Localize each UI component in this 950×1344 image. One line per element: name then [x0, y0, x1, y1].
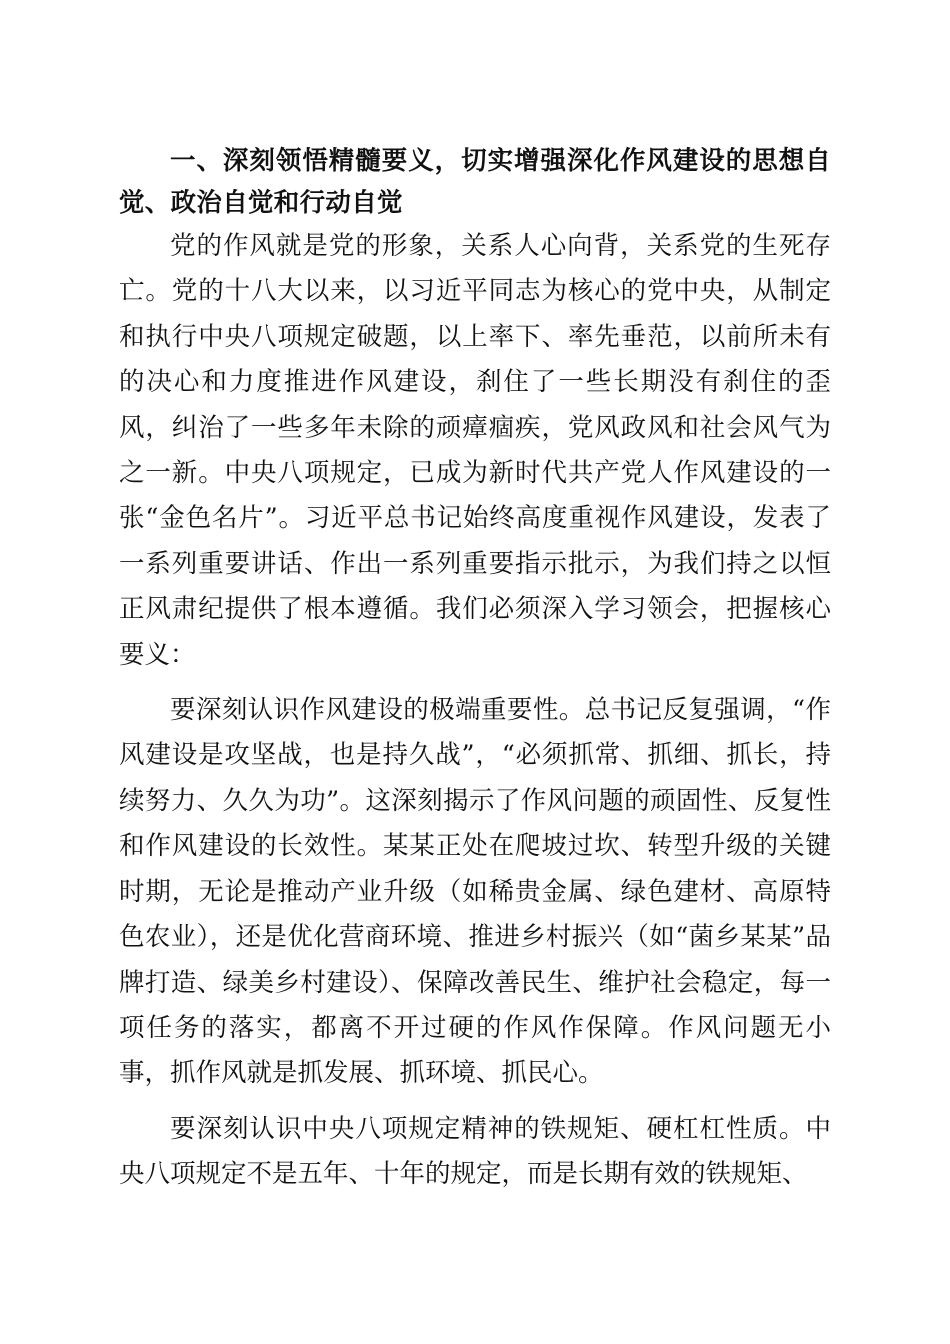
paragraph-style-building-importance: 要深刻认识作风建设的极端重要性。总书记反复强调，“作风建设是攻坚战，也是持久战”，“必须抓常、抓细、抓长，持续努力、久久为功”。这深刻揭示了作风问题的顽固性、反复性和作风建设的长效性。某某正处在爬坡过坎、转型升级的关键时期，无论是推动产业升级（如稀贵金属、绿色建材、高原特色农业），还是优化营商环境、推进乡村振兴（如“菌乡某某”品牌打造、绿美乡村建设）、保障改善民生、维护社会稳定，每一项任务的落实，都离不开过硬的作风作保障。作风问题无小事，抓作风就是抓发展、抓环境、抓民心。	[119, 695, 831, 1089]
paragraph-style-importance: 党的作风就是党的形象，关系人心向背，关系党的生死存亡。党的十八大以来，以习近平同志为核心的党中央，从制定和执行中央八项规定破题，以上率下、率先垂范，以前所未有的决心和力度推进作风建设，刹住了一些长期没有刹住的歪风，纠治了一些多年未除的顽瘴痼疾，党风政风和社会风气为之一新。中央八项规定，已成为新时代共产党人作风建设的一张“金色名片”。习近平总书记始终高度重视作风建设，发表了一系列重要讲话、作出一系列重要指示批示，为我们持之以恒正风肃纪提供了根本遵循。我们必须深入学习领会，把握核心要义：	[119, 231, 831, 670]
document-body	[119, 140, 831, 1198]
section-heading: 一、深刻领悟精髓要义，切实增强深化作风建设的思想自觉、政治自觉和行动自觉	[119, 146, 831, 218]
paragraph-eight-regulations: 要深刻认识中央八项规定精神的铁规矩、硬杠杠性质。中央八项规定不是五年、十年的规定，而是长期有效的铁规矩、	[119, 1113, 831, 1190]
